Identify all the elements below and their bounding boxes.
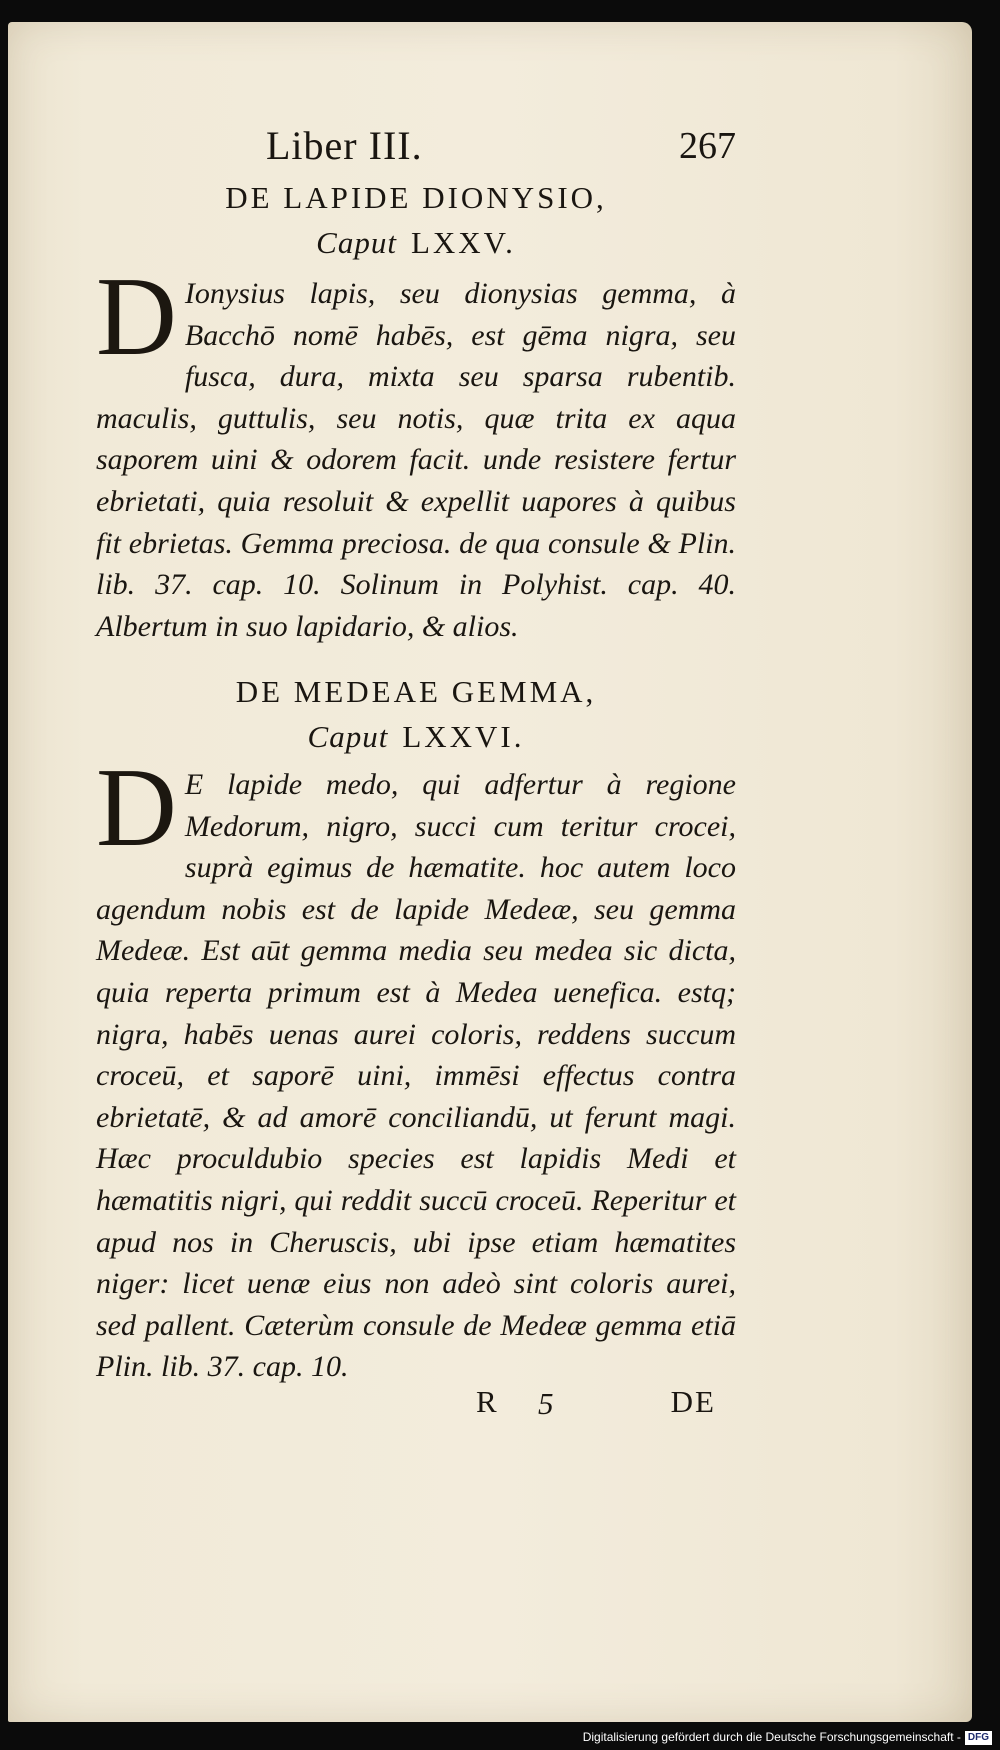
chapter-caput-75 (96, 225, 736, 261)
book-page (8, 22, 972, 1722)
digitization-credit (583, 1727, 992, 1747)
caput-number: LXXV. (410, 225, 516, 260)
credit-text: Digitalisierung gefördert durch die Deutsche Forschungsgemeinschaft - (582, 1730, 961, 1744)
dfg-logo: DFG (965, 1731, 992, 1745)
drop-cap: D (96, 255, 177, 379)
chapter-caput-76 (96, 719, 736, 755)
chapter-body: E lapide medo, qui adfertur à regione Medorum, nigro, succi cum teritur crocei, suprà egimus de hæmatite. hoc autem loco agendum nobis est de lapide Medeæ, seu gemma Medeæ. Est aūt gemma media seu medea sic dicta, quia reperta primum est à Medea uenefica. estq; nigra, habēs uenas aurei coloris, reddens succum croceū, et saporē uini, immēsi effectus contra ebrietatē, & ad amorē conciliandū, ut ferunt magi. Hæc proculdubio species est lapidis Medi et hæmatitis nigri, qui reddit succū croceū. Reperitur et apud nos in Cheruscis, ubi ipse etiam hæmatites niger: licet uenæ eius non adeò sint coloris aurei, sed pallent. Cæterùm consule de Medeæ gemma etiā Plin. lib. 37. cap. 10. (96, 768, 736, 1384)
signature-line (476, 1384, 716, 1424)
page-number: 267 (679, 125, 736, 167)
caput-word: Caput (307, 719, 389, 754)
chapter-text-dionysio (96, 255, 736, 647)
running-title: Liber III. (266, 123, 423, 168)
running-head (266, 122, 736, 178)
caput-word: Caput (316, 225, 397, 260)
chapter-text-medeae (96, 746, 736, 1388)
catchword: DE (670, 1384, 716, 1419)
caput-number: LXXVI. (402, 719, 525, 754)
drop-cap: D (96, 746, 177, 870)
signature-number: 5 (538, 1386, 554, 1421)
signature-mark: R (476, 1384, 497, 1419)
chapter-heading-dionysio: DE LAPIDE DIONYSIO, (225, 180, 607, 215)
chapter-heading-medeae: DE MEDEAE GEMMA, (235, 674, 597, 709)
chapter-body: Ionysius lapis, seu dionysias gemma, à Bacchō nomē habēs, est gēma nigra, seu fusca, dura, mixta seu sparsa rubentib. maculis, guttulis, seu notis, quæ trita ex aqua saporem uini & odorem facit. unde resistere fertur ebrietati, quia resoluit & expellit uapores à quibus fit ebrietas. Gemma preciosa. de qua consule & Plin. lib. 37. cap. 10. Solinum in Polyhist. cap. 40. Albertum in suo lapidario, & alios. (96, 277, 736, 643)
